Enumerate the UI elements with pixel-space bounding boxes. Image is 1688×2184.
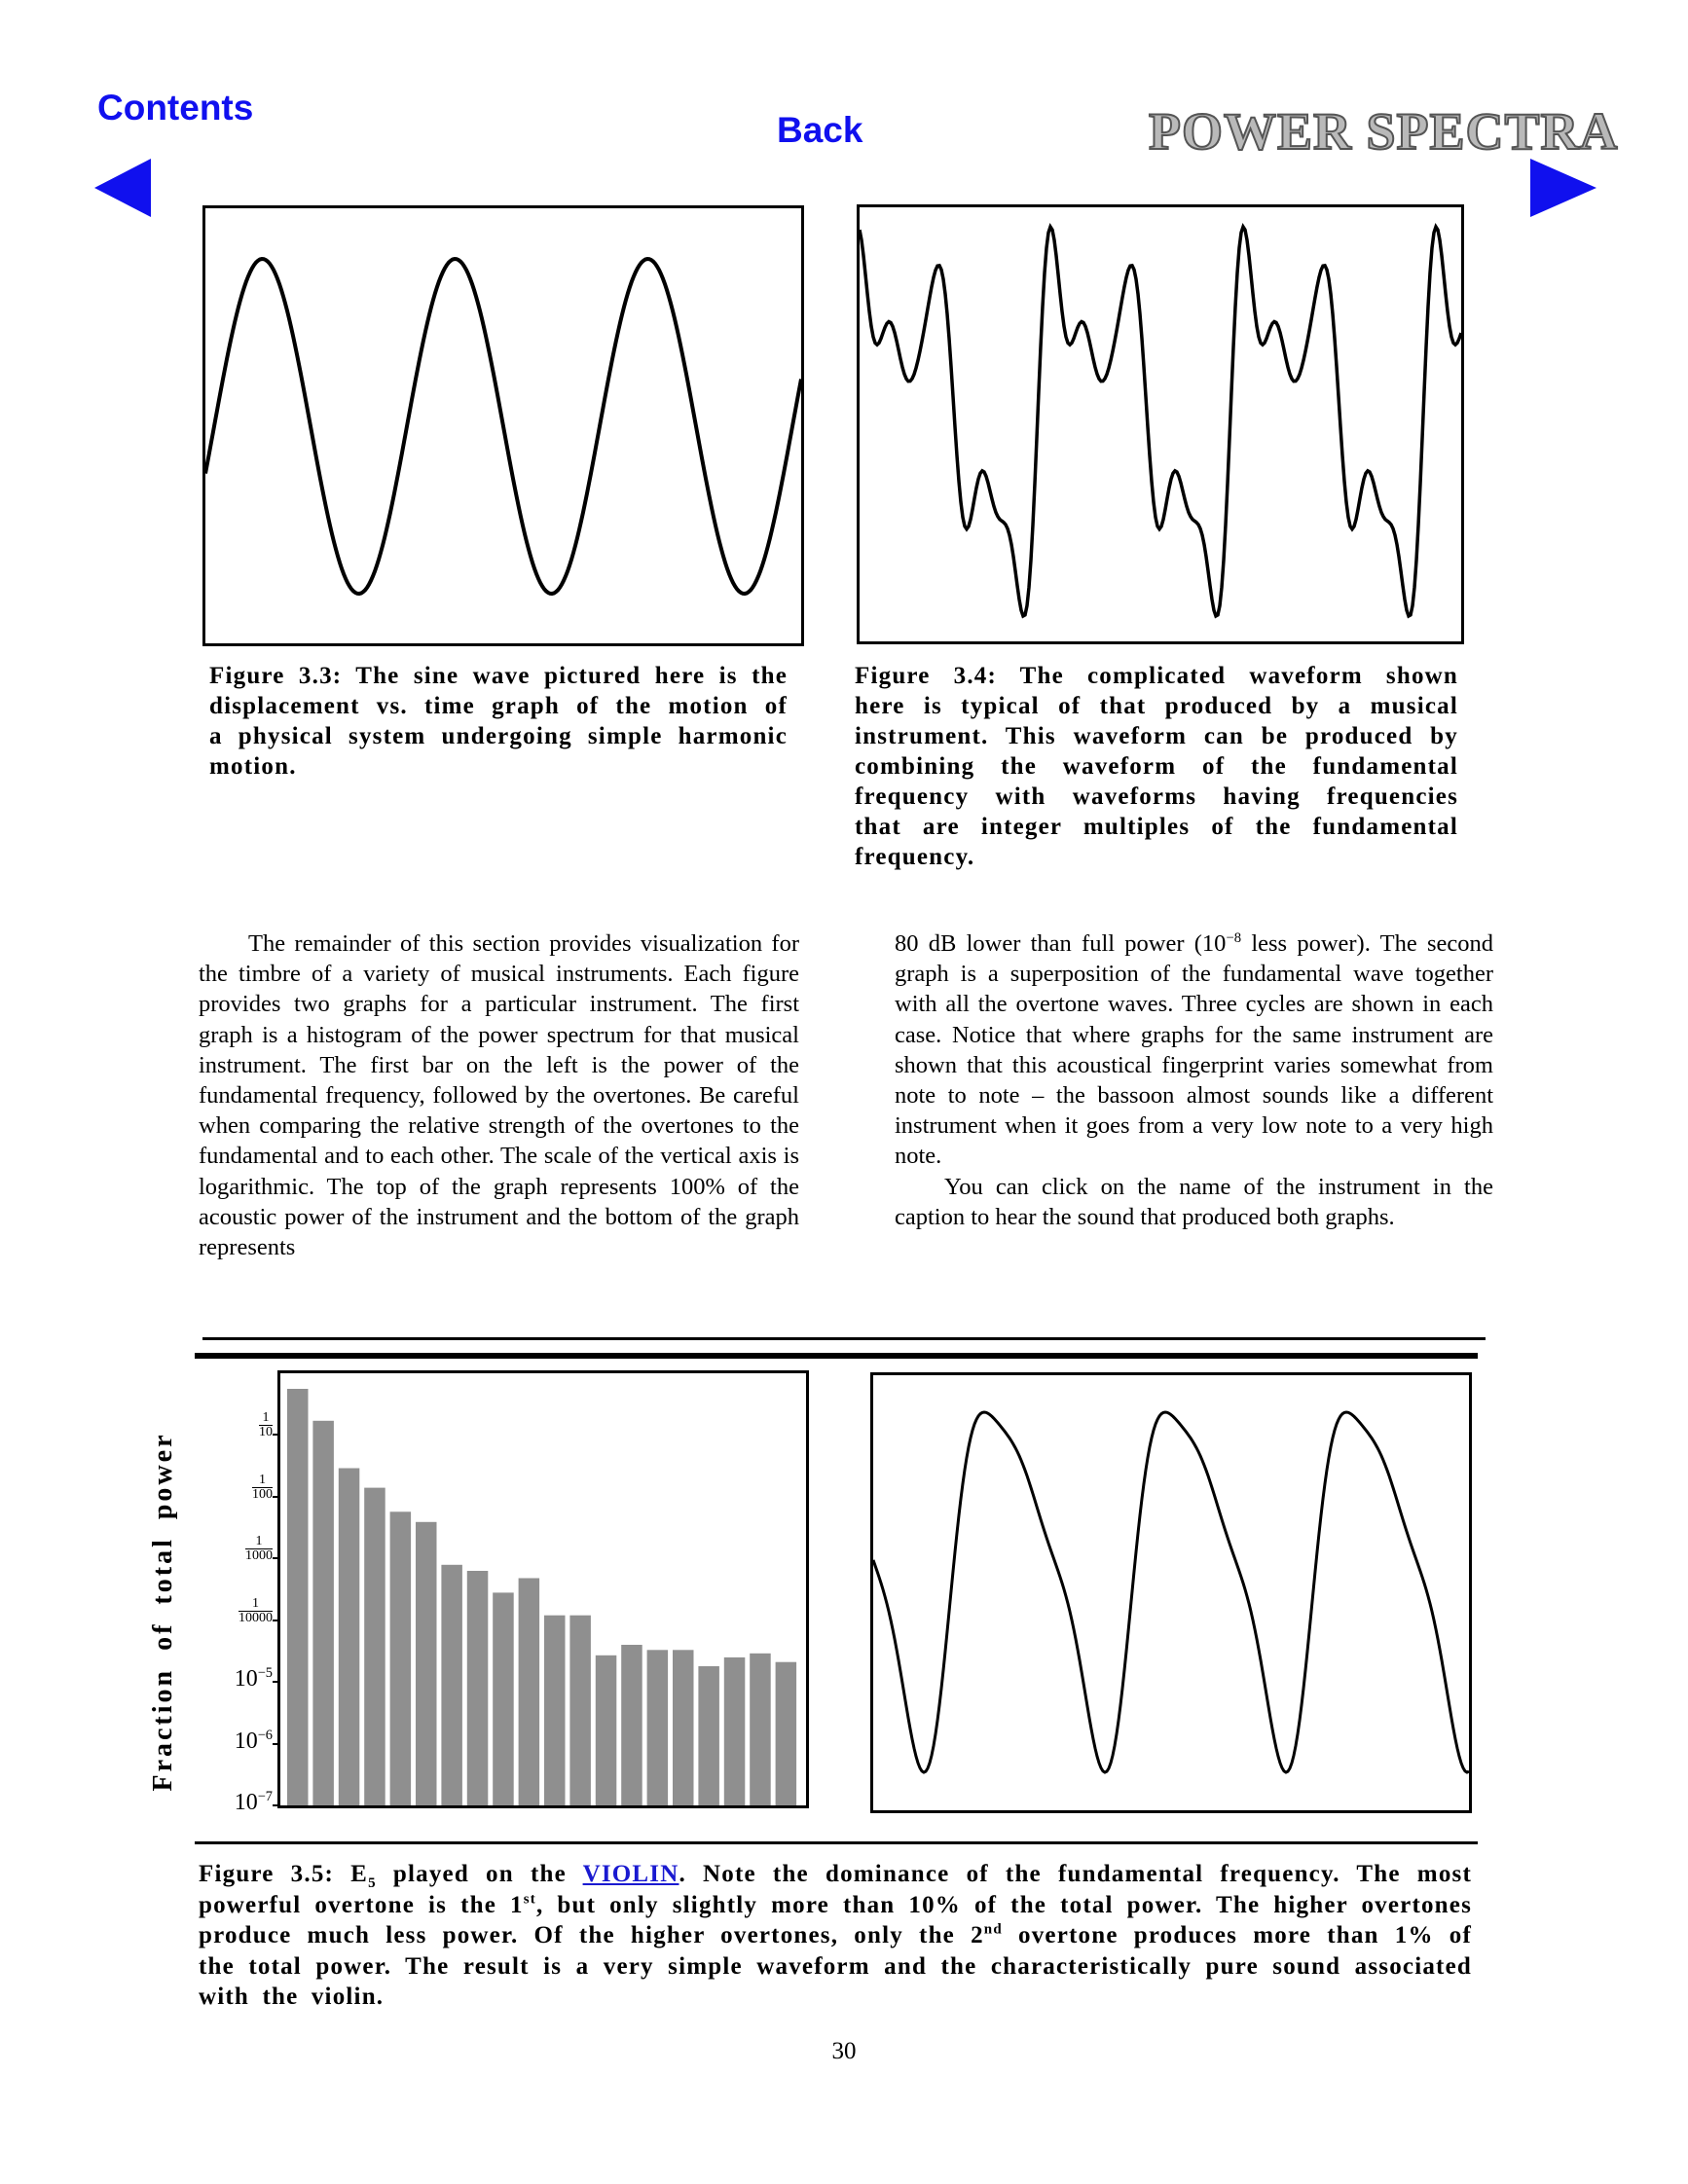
tick-denominator: 10 xyxy=(259,1425,273,1440)
back-link[interactable]: Back xyxy=(777,110,863,150)
histogram-bar xyxy=(441,1565,462,1805)
tick-exponent: −6 xyxy=(257,1727,273,1743)
power-spectrum-histogram xyxy=(277,1370,809,1808)
histogram-bar xyxy=(621,1645,642,1805)
histogram-bar xyxy=(724,1657,746,1805)
y-axis-tick-label xyxy=(239,1597,273,1625)
violin-waveform-line xyxy=(873,1412,1469,1772)
tick-denominator: 100 xyxy=(252,1486,273,1502)
histogram-bar xyxy=(416,1522,437,1805)
body-right-column xyxy=(895,928,1493,1232)
tick-exponent: −5 xyxy=(257,1665,273,1682)
histogram-bar xyxy=(673,1650,694,1805)
tick-base: 10 xyxy=(234,1666,258,1693)
previous-page-arrow-icon[interactable] xyxy=(94,159,151,217)
complex-waveform-plot xyxy=(860,207,1461,641)
body-left-column xyxy=(199,928,799,1262)
histogram-bar xyxy=(364,1488,385,1805)
complex-waveform-line xyxy=(860,227,1461,616)
contents-link[interactable]: Contents xyxy=(97,88,254,127)
y-axis-label: Fraction of total power xyxy=(148,1432,178,1792)
histogram-plot xyxy=(280,1373,806,1805)
violin-waveform-plot xyxy=(873,1375,1469,1810)
figure-3-4-complex-waveform xyxy=(857,204,1464,644)
histogram-bar xyxy=(569,1616,591,1805)
histogram-bar xyxy=(750,1654,771,1805)
histogram-bar xyxy=(467,1571,489,1805)
tick-numerator: 1 xyxy=(239,1597,273,1612)
divider-rule-thick xyxy=(195,1353,1478,1359)
tick-base: 10 xyxy=(234,1790,258,1815)
tick-numerator: 1 xyxy=(245,1535,273,1549)
divider-rule-top xyxy=(202,1337,1486,1340)
y-axis-tick-label xyxy=(235,1666,273,1693)
histogram-bar xyxy=(339,1469,360,1806)
histogram-bar xyxy=(493,1592,514,1805)
figure-3-5-caption: Figure 3.5: $E_5$ played on the VIOLIN. Note the dominance of the fundamental frequency. The most powerful overtone is the 1st, but only slightly more than 10% of the total power. The higher overtones produce much less power. Of the higher overtones, only the 2nd overtone produces more than 1% of the total power. The result is a very simple waveform and the characteristically pure sound associated with the violin. xyxy=(199,1861,1473,2010)
tick-denominator: 10000 xyxy=(239,1610,273,1625)
histogram-bar xyxy=(776,1662,797,1805)
tick-numerator: 1 xyxy=(259,1411,273,1426)
y-axis-tick-label xyxy=(235,1790,273,1816)
next-page-arrow-icon[interactable] xyxy=(1530,159,1596,217)
page-header-title: POWER SPECTRA xyxy=(1149,102,1619,161)
sine-wave-plot xyxy=(205,208,801,643)
y-axis-tick-label xyxy=(235,1729,273,1755)
histogram-bar xyxy=(544,1616,566,1805)
histogram-bar xyxy=(390,1511,412,1805)
histogram-bar xyxy=(647,1650,669,1805)
violin-waveform xyxy=(870,1372,1472,1813)
body-left-paragraph: The remainder of this section provides visualization for the timbre of a variety of musical instruments. Each figure provides two graphs for a particular instrument. The first graph is a histogram of the power spectrum for that musical instrument. The first bar on the left is the power of the fundamental frequency, followed by the overtones. Be careful when comparing the relative strength of the overtones to the fundamental and to each other. The scale of the vertical axis is logarithmic. The top of the graph represents 100% of the acoustic power of the instrument and the bottom of the graph represents xyxy=(199,930,799,1261)
y-axis-tick-label xyxy=(245,1535,273,1563)
histogram-bar xyxy=(519,1579,540,1806)
y-axis-ticks xyxy=(216,1372,284,1830)
tick-base: 10 xyxy=(234,1728,258,1754)
body-right-paragraph-2: You can click on the name of the instrument in the caption to hear the sound that produced both graphs. xyxy=(895,1173,1493,1230)
y-axis-tick-label xyxy=(259,1411,273,1439)
histogram-bar xyxy=(287,1389,309,1805)
tick-denominator: 1000 xyxy=(245,1548,273,1564)
figure-3-4-caption: Figure 3.4: The complicated waveform shown here is typical of that produced by a musical instrument. This waveform can be produced by combining the waveform of the fundamental frequency with waveforms having frequencies that are integer multiples of the fundamental frequency. xyxy=(855,663,1458,870)
y-axis-tick-label xyxy=(252,1474,273,1502)
histogram-bar xyxy=(698,1666,719,1805)
histogram-bar xyxy=(596,1656,617,1805)
tick-exponent: −7 xyxy=(257,1789,273,1804)
body-right-paragraph-1: 80 dB lower than full power ($10^{-8}$ less power). The second graph is a superposition of the fundamental wave together with all the overtone waves. Three cycles are shown in each case. Notice that where graphs for the same instrument are shown that this acoustical fingerprint varies somewhat from note to note – the bassoon almost sounds like a different instrument when it goes from a very low note to a very high note. xyxy=(895,929,1493,1170)
divider-rule-bottom xyxy=(195,1841,1478,1844)
page-number: 30 xyxy=(831,2038,857,2064)
violin-sound-link[interactable]: VIOLIN xyxy=(582,1861,679,1887)
sine-wave-line xyxy=(205,259,801,594)
tick-numerator: 1 xyxy=(252,1474,273,1488)
figure-3-3-caption: Figure 3.3: The sine wave pictured here is the displacement vs. time graph of the motion of a physical system undergoing simple harmonic motion. xyxy=(209,663,788,780)
histogram-bar xyxy=(312,1421,334,1805)
figure-3-3-sine-wave xyxy=(202,205,804,646)
